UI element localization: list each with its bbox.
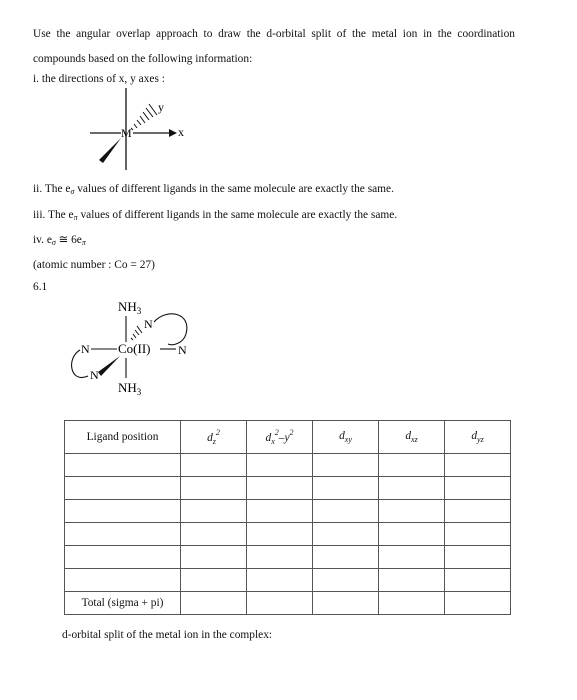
d-orbital-split-label: d-orbital split of the metal ion in the complex: bbox=[62, 629, 273, 641]
intro-paragraph: Use the angular overlap approach to draw the d-orbital split of the metal ion in the coordination compounds based on the following information: bbox=[33, 28, 515, 65]
item-i-axes-directions: i. the directions of x, y axes : bbox=[33, 73, 165, 85]
item-iv: iv. $e_\sigma$ ≅ $6e_\pi$ bbox=[33, 234, 86, 247]
angular-overlap-table bbox=[64, 420, 511, 615]
solid-wedge bbox=[99, 138, 121, 163]
table-row bbox=[65, 546, 511, 569]
table-row bbox=[65, 500, 511, 523]
header-dxy: $d_{xy}$ bbox=[313, 421, 379, 454]
table-total-row bbox=[65, 592, 511, 615]
hashed-wedge-bond bbox=[131, 326, 142, 340]
axes-diagram bbox=[85, 88, 195, 178]
atomic-number-note: (atomic number : Co = 27) bbox=[33, 259, 155, 271]
header-dx2-y2: $d_x^2-y^2$ bbox=[247, 421, 313, 454]
bottom-ligand-label: $NH_3$ bbox=[118, 380, 142, 397]
header-dz2: $d_z^2$ bbox=[181, 421, 247, 454]
table-row bbox=[65, 569, 511, 592]
wedge-n-label: N bbox=[144, 317, 153, 331]
total-label: Total (sigma + pi) bbox=[65, 592, 181, 615]
problem-number: 6.1 bbox=[33, 281, 48, 293]
header-dxz: $d_{xz}$ bbox=[379, 421, 445, 454]
complex-structure-diagram bbox=[62, 292, 212, 402]
table-header-row bbox=[65, 421, 511, 454]
solid-wedge-bond bbox=[98, 356, 120, 376]
table-row bbox=[65, 523, 511, 546]
lower-n-label: N bbox=[90, 368, 99, 382]
x-axis-label: x bbox=[178, 125, 184, 139]
metal-label: M bbox=[121, 126, 132, 140]
right-n-label: N bbox=[178, 343, 187, 357]
top-ligand-label: $NH_3$ bbox=[118, 299, 142, 316]
chelate-arc-right bbox=[154, 314, 187, 345]
header-ligand-position: Ligand position bbox=[65, 421, 181, 454]
x-arrowhead bbox=[169, 129, 177, 137]
y-axis-hashed-wedge bbox=[131, 104, 157, 130]
metal-center-label: Co(II) bbox=[118, 341, 151, 356]
item-iii: iii. The $e_\pi$ values of different ligands in the same molecule are exactly the same. bbox=[33, 209, 398, 222]
item-ii: ii. The $e_\sigma$ values of different ligands in the same molecule are exactly the same. bbox=[33, 183, 394, 196]
left-n-label: N bbox=[81, 342, 90, 356]
table-row bbox=[65, 477, 511, 500]
header-dyz: $d_{yz}$ bbox=[445, 421, 511, 454]
table-row bbox=[65, 454, 511, 477]
y-axis-label: y bbox=[158, 100, 164, 114]
